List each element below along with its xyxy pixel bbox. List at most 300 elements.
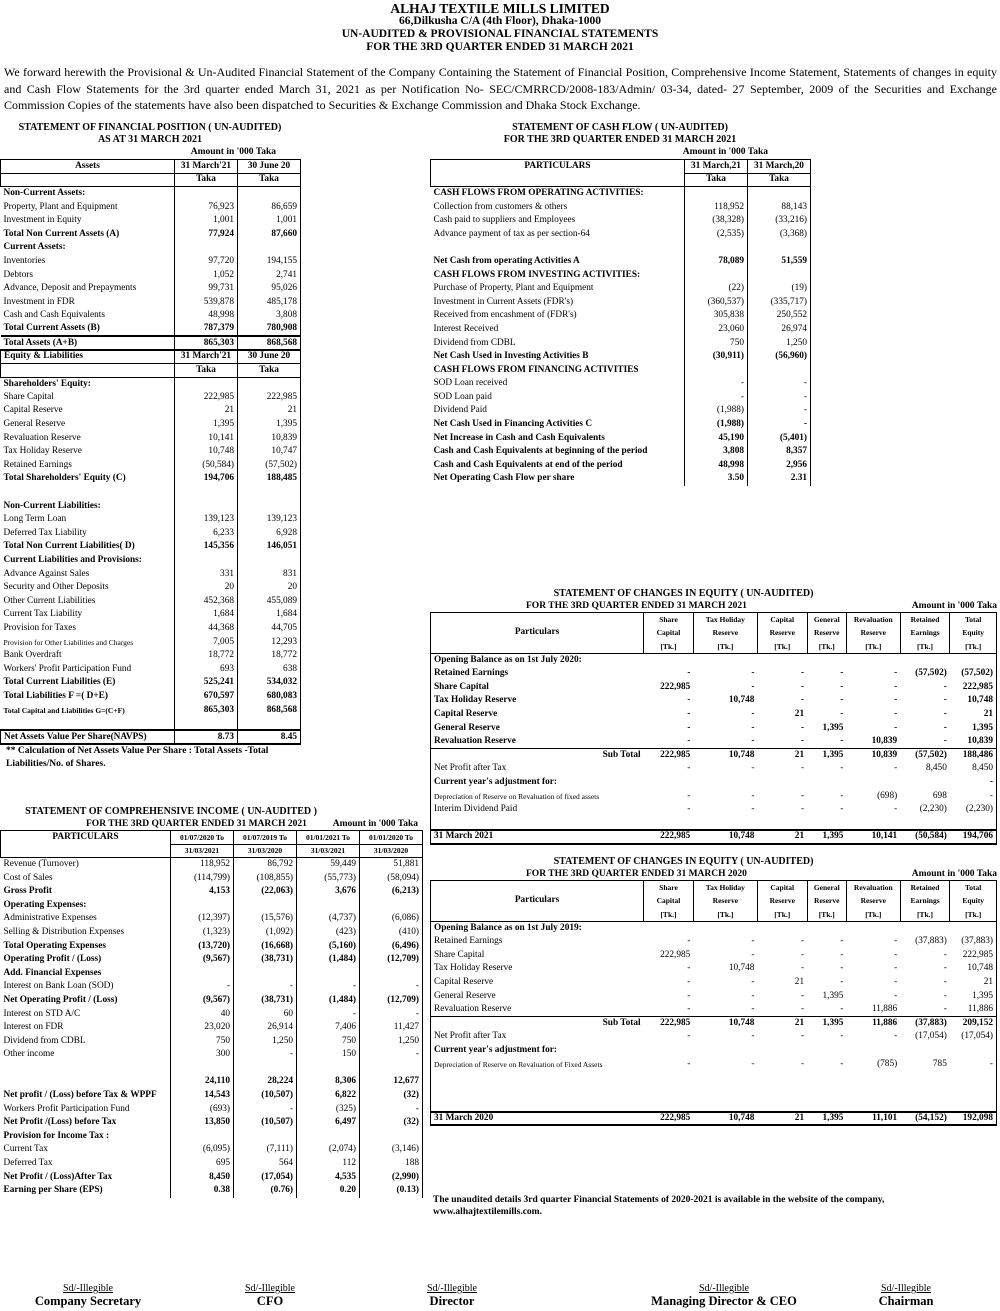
cell: 7,005	[175, 635, 238, 649]
table-row	[431, 336, 811, 350]
cell: (4,737)	[297, 912, 360, 926]
cell: Total Assets (A+B)	[1, 336, 175, 350]
cell: (0.76)	[234, 1184, 297, 1198]
cell	[757, 776, 807, 790]
cell: Revaluation Reserve	[431, 1003, 644, 1017]
cell: Cost of Sales	[3, 872, 53, 883]
cell: -	[751, 1031, 755, 1042]
sfp-table	[0, 159, 301, 745]
cell: (12,709)	[360, 994, 423, 1008]
cell	[238, 377, 301, 391]
cell: 250,552	[748, 309, 811, 323]
cell: 12,677	[360, 1075, 423, 1089]
cell: -	[800, 681, 805, 692]
cell: Other income	[3, 1049, 55, 1060]
cell: Capital	[644, 626, 694, 640]
cell: Net Profit / (Loss)After Tax	[3, 1171, 113, 1182]
cell: [Tk.]	[900, 640, 950, 654]
table-row	[1, 1021, 423, 1035]
cell: (37,883)	[900, 1016, 950, 1030]
cell: -	[800, 990, 805, 1001]
cell: 18,772	[238, 649, 301, 663]
cell: 01/07/2020 To	[171, 831, 234, 845]
ce2-amount-unit: Amount in '000 Taka	[911, 869, 997, 879]
table-row	[431, 214, 811, 228]
cell: Tax Holiday	[693, 613, 757, 627]
cell: 21	[757, 1016, 807, 1030]
cell	[846, 1044, 900, 1058]
table-row	[431, 1071, 997, 1085]
cell	[900, 921, 950, 935]
table-row	[431, 268, 811, 282]
cell: (57,502)	[238, 459, 301, 473]
signature-company-secretary	[20, 1283, 156, 1309]
cell: 485,178	[238, 295, 301, 309]
cell: 8.73	[175, 730, 238, 744]
cell: (50,584)	[175, 459, 238, 473]
cell	[757, 816, 807, 830]
cell	[846, 1098, 900, 1112]
cell: Capital Reserve	[431, 976, 644, 990]
cell: -	[687, 708, 691, 719]
cell: -	[751, 976, 755, 987]
cell: Other Current Liabilities	[3, 595, 96, 606]
cell: 10,747	[238, 445, 301, 459]
cell: -	[687, 735, 691, 746]
table-row	[1, 295, 301, 309]
table-row	[1, 926, 423, 940]
table-row	[1, 1075, 423, 1089]
cell	[644, 816, 694, 830]
table-row	[1, 676, 301, 690]
cell: Net Cash Used in Investing Activities B	[433, 351, 589, 362]
cell: -	[748, 391, 811, 405]
sfp-subtitle: AS AT 31 MARCH 2021	[97, 134, 203, 145]
cell: 1,395	[822, 990, 844, 1001]
cell: 10,839	[238, 431, 301, 445]
cell: -	[687, 1003, 691, 1014]
cell	[757, 1071, 807, 1085]
table-row	[1, 885, 423, 899]
cell: 750	[685, 336, 748, 350]
cell	[685, 268, 748, 282]
cell: -	[751, 681, 755, 692]
cell: 10,748	[175, 445, 238, 459]
cell: -	[687, 990, 691, 1001]
cell: 10,748	[693, 748, 757, 762]
cell: -	[840, 681, 844, 692]
table-row	[1, 966, 423, 980]
table-row	[1, 608, 301, 622]
cell: (108,855)	[234, 871, 297, 885]
cell: 8,306	[297, 1075, 360, 1089]
cell: Earnings	[900, 894, 950, 908]
cell: 10,748	[693, 1016, 757, 1030]
cell: 1,250	[234, 1034, 297, 1048]
cell	[234, 1130, 297, 1144]
cell: Taka	[685, 173, 748, 187]
table-row	[431, 377, 811, 391]
cell: 1,395	[822, 722, 844, 733]
cell	[950, 921, 997, 935]
cell: 40	[171, 1007, 234, 1021]
cell: [Tk.]	[757, 640, 807, 654]
cell: Total Shareholders' Equity (C)	[3, 473, 126, 484]
signature-mark: Sd/-Illegible	[63, 1283, 113, 1294]
cell: -	[687, 695, 691, 706]
cell: Reserve	[693, 626, 757, 640]
cell: 23,020	[171, 1021, 234, 1035]
cell: 76,923	[175, 200, 238, 214]
cell: Share Capital	[3, 391, 54, 402]
cell: 139,123	[175, 513, 238, 527]
cell: -	[894, 976, 898, 987]
cell: (2,074)	[297, 1143, 360, 1157]
cell: (1,988)	[685, 404, 748, 418]
cell: 222,985	[644, 1112, 694, 1126]
cell: -	[751, 1058, 755, 1069]
cell	[431, 173, 685, 187]
cell	[846, 653, 900, 667]
cell: Equity	[950, 626, 997, 640]
cell: [Tk.]	[807, 908, 846, 922]
statement-period: FOR THE 3RD QUARTER ENDED 31 MARCH 2021	[366, 41, 634, 53]
cell	[238, 499, 301, 513]
ci-amount-unit: Amount in '000 Taka	[332, 819, 418, 829]
cell: 222,985	[175, 391, 238, 405]
cell	[807, 1098, 846, 1112]
cell: SOD Loan received	[433, 378, 508, 389]
cell: Reserve	[693, 894, 757, 908]
table-row	[1, 527, 301, 541]
table-row	[431, 404, 811, 418]
cell: (7,111)	[234, 1143, 297, 1157]
table-row	[431, 1044, 997, 1058]
cell: -	[894, 804, 898, 815]
cell: 222,985	[950, 680, 997, 694]
cell: 539,878	[175, 295, 238, 309]
cell: 10,748	[693, 830, 757, 844]
signature-chairman	[866, 1283, 946, 1309]
cash-flow-statement	[430, 122, 810, 486]
cell: Received from encashment of (FDR's)	[433, 310, 577, 321]
table-row	[431, 1084, 997, 1098]
cell: Net profit / (Loss) before Tax & WPPF	[3, 1090, 157, 1101]
table-row	[431, 200, 811, 214]
cell: Interim Dividend Paid	[431, 803, 644, 817]
cell	[175, 486, 238, 500]
cell: -	[840, 695, 844, 706]
cell: 86,659	[238, 200, 301, 214]
table-row	[1, 404, 301, 418]
cell: (2,230)	[919, 804, 947, 815]
signature-mark: Sd/-Illegible	[427, 1283, 477, 1294]
table-row	[1, 268, 301, 282]
cell: Net Increase in Cash and Cash Equivalents	[433, 432, 605, 443]
cell: 11,427	[360, 1021, 423, 1035]
cell: (32)	[360, 1089, 423, 1103]
cell: Total	[950, 881, 997, 895]
cell: (6,086)	[360, 912, 423, 926]
cell: 8,357	[748, 445, 811, 459]
cell: 31 March 2020	[431, 1112, 644, 1126]
cell: 21	[794, 708, 805, 719]
cell: 0.38	[171, 1184, 234, 1198]
cell: 222,985	[660, 681, 691, 692]
cell: Bank Overdraft	[3, 650, 62, 661]
cell: -	[950, 776, 997, 790]
cell: 20	[175, 581, 238, 595]
cell: -	[800, 735, 805, 746]
table-row	[431, 921, 997, 935]
cell: Equity & Liabilities	[1, 350, 175, 364]
table-row	[1, 871, 423, 885]
cell: 77,924	[175, 227, 238, 241]
cell: 146,051	[238, 540, 301, 554]
table-row	[431, 241, 811, 255]
cell	[644, 1098, 694, 1112]
cell: Selling & Distribution Expenses	[3, 926, 125, 937]
cell: Taka	[238, 363, 301, 377]
cell	[644, 1084, 694, 1098]
table-header-row	[431, 173, 811, 187]
cell: 31 March 2021	[431, 830, 644, 844]
cell: 1,395	[807, 830, 846, 844]
table-row	[431, 418, 811, 432]
table-row	[1, 1116, 423, 1130]
cell: (698)	[877, 790, 898, 801]
cell: 60	[234, 1007, 297, 1021]
cell: 30 June 20	[238, 160, 301, 174]
cell: 21	[794, 976, 805, 987]
table-row	[1, 499, 301, 513]
signature-mark: Sd/-Illegible	[699, 1283, 749, 1294]
cell	[238, 241, 301, 255]
cell	[360, 898, 423, 912]
cell: [Tk.]	[846, 908, 900, 922]
cell: -	[950, 789, 997, 803]
cell: 222,985	[238, 391, 301, 405]
table-row	[1, 690, 301, 704]
cell: 194,706	[950, 830, 997, 844]
cell: Share Capital	[431, 948, 644, 962]
cell	[807, 1084, 846, 1098]
cell: 868,568	[238, 336, 301, 350]
cell	[900, 653, 950, 667]
cell	[175, 241, 238, 255]
cell: (56,960)	[748, 350, 811, 364]
cell	[238, 187, 301, 201]
cell: 31/03/2020	[234, 844, 297, 858]
ce1-title: STATEMENT OF CHANGES IN EQUITY ( UN-AUDITED)	[553, 588, 814, 599]
cell: 10,748	[728, 695, 755, 706]
cell: Reserve	[807, 894, 846, 908]
cell: 222,985	[950, 948, 997, 962]
cell: (410)	[360, 926, 423, 940]
cell: Cash and Cash Equivalents at end of the period	[433, 459, 623, 470]
cell: 31 March'21	[175, 160, 238, 174]
table-row	[1, 1184, 423, 1198]
table-row	[1, 622, 301, 636]
cell: -	[894, 668, 898, 679]
cell: 2,956	[748, 459, 811, 473]
cell: Cash and Cash Equivalents	[3, 310, 105, 321]
cell: 44,368	[175, 622, 238, 636]
cell: -	[894, 681, 898, 692]
cell: Provision for Income Tax :	[3, 1130, 110, 1141]
table-header-row	[431, 613, 997, 627]
cell: Capital Reserve	[431, 708, 644, 722]
cell: Capital	[757, 613, 807, 627]
cell: 865,303	[175, 703, 238, 717]
cell: -	[751, 735, 755, 746]
table-row	[431, 309, 811, 323]
cell: -	[751, 1003, 755, 1014]
cell: -	[840, 804, 844, 815]
cell	[1, 363, 175, 377]
table-header-row	[1, 844, 423, 858]
cell: 1,395	[807, 1016, 846, 1030]
cell: 680,083	[238, 690, 301, 704]
cell: -	[685, 391, 748, 405]
cell: Depreciation of Reserve on Revaluation of fixed assets	[431, 789, 644, 803]
cell: 194,706	[175, 472, 238, 486]
cell: 194,155	[238, 255, 301, 269]
cell	[950, 1098, 997, 1112]
cell: 21	[757, 748, 807, 762]
cell: -	[171, 980, 234, 994]
table-header-row	[431, 881, 997, 895]
cell: -	[751, 936, 755, 947]
cell	[431, 1098, 644, 1112]
cell: 188,485	[238, 472, 301, 486]
ce1-subtitle: FOR THE 3RD QUARTER ENDED 31 MARCH 2021	[526, 601, 747, 611]
cell: 8,450	[925, 763, 947, 774]
cell: (17,054)	[234, 1170, 297, 1184]
table-row	[1, 187, 301, 201]
website-note: The unaudited details 3rd quarter Financial Statements of 2020-2021 is available in the website of the company, www.alhajtextilemills.com.	[433, 1195, 885, 1217]
cell	[360, 966, 423, 980]
table-row	[431, 976, 997, 990]
cell: -	[950, 1057, 997, 1071]
cell: Non-Current Liabilities:	[3, 500, 101, 511]
cell: 21	[175, 404, 238, 418]
cell	[238, 486, 301, 500]
cell: 1,001	[238, 214, 301, 228]
cell: -	[687, 936, 691, 947]
cell: -	[800, 804, 805, 815]
cell: (22)	[685, 282, 748, 296]
cell: -	[943, 722, 947, 733]
cell: PARTICULARS	[1, 831, 171, 845]
cell: 48,998	[175, 309, 238, 323]
cell	[171, 966, 234, 980]
cell: 1,395	[175, 418, 238, 432]
cell: 118,952	[171, 858, 234, 872]
cell: -	[800, 1003, 805, 1014]
cell: (37,883)	[915, 936, 947, 947]
cell: Inventories	[3, 255, 46, 266]
cell: -	[748, 377, 811, 391]
cell: (57,502)	[915, 668, 947, 679]
cell: -	[943, 681, 947, 692]
cell: Interest on Bank Loan (SOD)	[3, 981, 114, 992]
cell: 28,224	[234, 1075, 297, 1089]
ci-subtitle: FOR THE 3RD QUARTER ENDED 31 MARCH 2021	[86, 819, 307, 829]
cell: (114,799)	[171, 871, 234, 885]
table-row	[1, 472, 301, 486]
cell: Revaluation Reserve	[431, 735, 644, 749]
cell	[360, 1130, 423, 1144]
cell: -	[894, 990, 898, 1001]
cell	[807, 921, 846, 935]
cell: 638	[238, 662, 301, 676]
signature-role: Director	[429, 1294, 475, 1308]
table-row	[431, 653, 997, 667]
table-row	[1, 445, 301, 459]
cell: 8.45	[238, 730, 301, 744]
cell: 0.20	[297, 1184, 360, 1198]
cell: -	[687, 763, 691, 774]
cell: 150	[297, 1048, 360, 1062]
table-row	[1, 214, 301, 228]
cell: Capital	[757, 881, 807, 895]
cell: 564	[234, 1157, 297, 1171]
cell: Share	[644, 613, 694, 627]
table-row	[1, 858, 423, 872]
cell: (2,230)	[950, 803, 997, 817]
cell	[234, 1062, 297, 1076]
cell: Net Profit after Tax	[431, 1030, 644, 1044]
table-row	[1, 255, 301, 269]
company-address: 66,Dilkusha C/A (4th Floor), Dhaka-1000	[399, 15, 601, 27]
cell	[950, 1071, 997, 1085]
cell: 20	[238, 581, 301, 595]
table-row	[431, 776, 997, 790]
cell	[1, 844, 171, 858]
cell: (5,401)	[748, 431, 811, 445]
cell: -	[943, 695, 947, 706]
cell: SOD Loan paid	[433, 391, 492, 402]
cell: Investment in FDR	[3, 296, 75, 307]
cell: Advance, Deposit and Prepayments	[3, 283, 137, 294]
cell: 6,233	[175, 527, 238, 541]
table-row	[1, 717, 301, 731]
cell	[431, 241, 685, 255]
table-row	[431, 431, 811, 445]
cell: 868,568	[238, 703, 301, 717]
cell: Net Cash from operating Activities A	[433, 255, 580, 266]
cell: Total Operating Expenses	[3, 940, 106, 951]
cell	[297, 898, 360, 912]
cell: Taka	[748, 173, 811, 187]
cell: -	[687, 1031, 691, 1042]
cell: General Reserve	[431, 721, 644, 735]
cell: -	[894, 936, 898, 947]
cell: (6,496)	[360, 939, 423, 953]
cell: -	[360, 1102, 423, 1116]
table-row	[1, 1048, 423, 1062]
cell	[693, 816, 757, 830]
cell: 455,089	[238, 595, 301, 609]
signature-role: Managing Director & CEO	[651, 1294, 797, 1308]
cell	[1, 173, 175, 187]
cell: [Tk.]	[693, 908, 757, 922]
cell: Opening Balance as on 1st July 2019:	[431, 921, 644, 935]
cell: 23,060	[685, 323, 748, 337]
cell: Deferred Tax	[3, 1158, 53, 1169]
signature-managing-director	[636, 1283, 812, 1309]
